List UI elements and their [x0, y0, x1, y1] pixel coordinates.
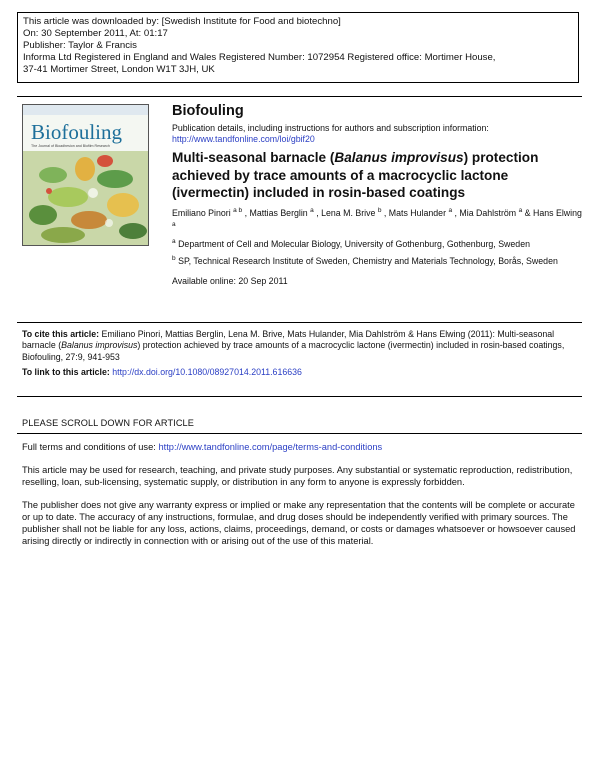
author-affil-sup: a — [518, 206, 523, 214]
author-list — [172, 205, 582, 234]
author-separator: , — [381, 207, 389, 218]
author-affil-sup: a b — [233, 206, 243, 214]
author-name: Emiliano Pinori — [172, 207, 234, 218]
journal-cover-image — [22, 104, 149, 246]
author-name: Lena M. Brive — [321, 207, 378, 218]
citation-link-row — [22, 367, 578, 378]
citation-link-label: To link to this article: — [22, 366, 110, 377]
terms-label: Full terms and conditions of use: — [22, 442, 156, 452]
author-name: Mats Hulander — [388, 207, 449, 218]
affil-sup: a — [172, 238, 176, 246]
citation-text — [22, 329, 578, 363]
download-notice-line: On: 30 September 2011, At: 01:17 — [23, 28, 168, 39]
terms-paragraph-1: This article may be used for research, teaching, and private study purposes. Any substantial or systematic reproduction, redistribution, reselling, loan, sub-licensing, systematic supply, or distribution in any form to anyone is expressly forbidden. — [22, 465, 573, 487]
journal-link[interactable]: http://www.tandfonline.com/loi/gbif20 — [172, 134, 315, 144]
cover-subtitle-text: The Journal of Bioadhesion and Biofilm Research — [31, 144, 110, 148]
cover-title-text: Biofouling — [31, 120, 123, 144]
download-notice-line: Informa Ltd Registered in England and Wales Registered Number: 1072954 Registered office: Mortimer House, — [23, 52, 496, 63]
scroll-notice: PLEASE SCROLL DOWN FOR ARTICLE — [22, 418, 194, 428]
citation-part: ) protection achieved by trace amounts of a macrocyclic lactone (ivermectin) included in rosin-based coatings, Biofouling, 27:9, 941-953 — [22, 340, 565, 362]
author-name: Mattias Berglin — [249, 207, 311, 218]
cover-illustration — [23, 105, 149, 246]
author-separator: , — [313, 207, 322, 218]
title-part: ) protection achieved by trace amounts of a macrocyclic lactone (ivermectin) included in rosin-based coatings — [172, 150, 539, 200]
article-title — [172, 149, 582, 202]
download-notice-line: 37-41 Mortimer Street, London W1T 3JH, UK — [23, 64, 215, 75]
header-divider — [17, 96, 582, 97]
author-affil-sup: a — [310, 206, 314, 214]
author-separator: , — [452, 207, 460, 218]
download-notice-line: This article was downloaded by: [Swedish Institute for Food and biotechno] — [23, 16, 341, 27]
affiliation-a — [172, 236, 582, 250]
title-species: Balanus improvisus — [334, 150, 464, 165]
affiliation-b — [172, 253, 582, 267]
citation-species: Balanus improvisus — [61, 340, 138, 351]
affil-text: SP, Technical Research Institute of Sweden, Chemistry and Materials Technology, Borås, Sweden — [178, 256, 558, 267]
journal-name: Biofouling — [172, 103, 244, 119]
citation-bottom-divider — [17, 396, 582, 397]
author-affil-sup: a — [448, 206, 453, 214]
citation-part: Emiliano Pinori, Mattias Berglin, Lena M. Brive, Mats Hulander, Mia Dahlström & Hans Elwing (2011): Multi-seasonal barnacle ( — [22, 329, 555, 351]
terms-link[interactable]: http://www.tandfonline.com/page/terms-and-conditions — [158, 442, 383, 452]
download-notice-line: Publisher: Taylor & Francis — [23, 40, 137, 51]
article-header — [172, 103, 582, 287]
citation-label: To cite this article: — [22, 329, 100, 339]
author-affil-sup: b — [377, 206, 382, 214]
available-online: Available online: 20 Sep 2011 — [172, 276, 288, 287]
doi-link[interactable]: http://dx.doi.org/10.1080/08927014.2011.616636 — [112, 366, 302, 377]
affil-sup: b — [172, 255, 176, 263]
publication-details: Publication details, including instructions for authors and subscription information: — [172, 123, 489, 133]
author-name: Mia Dahlström — [459, 207, 519, 218]
terms-paragraph-2: The publisher does not give any warranty express or implied or make any representation that the contents will be complete or accurate or up to date. The accuracy of any instructions, formulae, and drug doses should be independently verified with primary sources. The publisher shall not be liable for any loss, actions, claims, proceedings, demand, or costs or damages whatsoever or howsoever caused arising directly or indirectly in connection with or arising out of the use of this material. — [22, 500, 576, 546]
download-notice-box — [17, 12, 579, 83]
terms-row — [22, 441, 582, 453]
terms-divider — [17, 433, 582, 434]
citation-top-divider — [17, 322, 582, 323]
title-part: Multi-seasonal barnacle ( — [172, 150, 335, 165]
author-affil-sup: a — [172, 220, 176, 228]
author-name: Hans Elwing — [532, 207, 582, 218]
affil-text: Department of Cell and Molecular Biology, University of Gothenburg, Gothenburg, Sweden — [178, 239, 530, 250]
terms-section — [22, 441, 582, 558]
author-separator: & — [522, 207, 533, 218]
citation-block — [22, 329, 578, 378]
author-separator: , — [242, 207, 250, 218]
